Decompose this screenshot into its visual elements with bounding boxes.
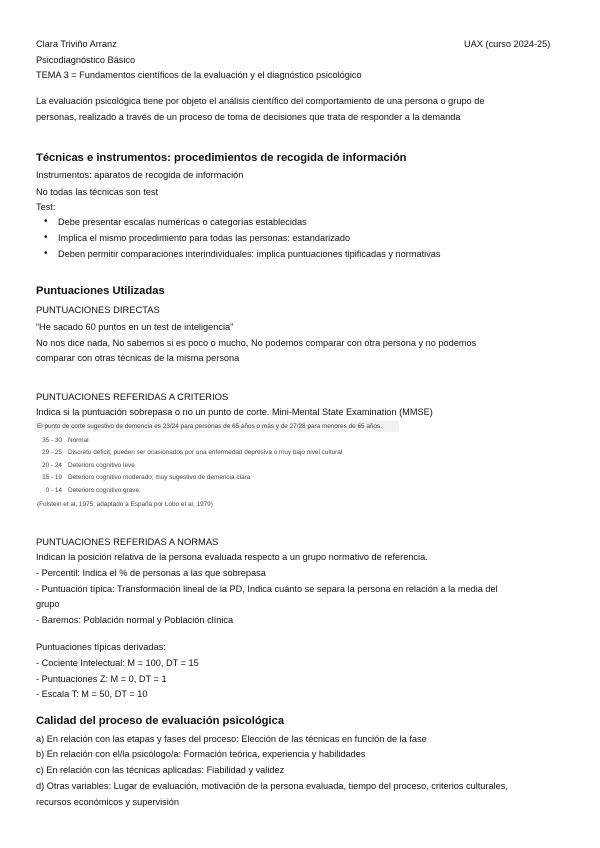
paragraph-line: grupo xyxy=(36,599,60,609)
subject-label: Psicodiagnóstico Básico xyxy=(36,55,136,65)
paragraph-line: Indican la posición relativa de la persona evaluada respecto a un grupo normativo de referencia. xyxy=(36,552,428,562)
score-range: 0 - 14 xyxy=(45,487,62,494)
score-range: 20 - 24 xyxy=(42,462,62,469)
intro-line: La evaluación psicológica tiene por objeto el análisis científico del comportamiento de una persona o grupo de xyxy=(36,96,485,106)
score-label: Deterioro cognitivo grave. xyxy=(68,487,141,494)
paragraph-line: - Puntuación típica: Transformación lineal de la PD, Indica cuánto se separa la persona en relación a la media del xyxy=(36,584,498,594)
list-item: • Debe presentar escalas numéricas o categorías establecidas xyxy=(36,214,441,230)
paragraph-line: c) En relación con las técnicas aplicadas: Fiabilidad y validez xyxy=(36,765,285,775)
derived-line: - Cociente Intelectual: M = 100, DT = 15 xyxy=(36,658,199,668)
paragraph-line: Test: xyxy=(36,202,56,212)
list-item: • Deben permitir comparaciones interindividuales: implica puntuaciones tipificadas y normativas xyxy=(36,246,441,262)
subsection-heading: PUNTUACIONES REFERIDAS A CRITERIOS xyxy=(36,391,229,402)
test-criteria-list xyxy=(36,214,441,262)
list-item: • Implica el mismo procedimiento para todas las personas: estandarizado xyxy=(36,230,441,246)
score-label: Discreto déficit; pueden ser ocasionados por una enfermedad depresiva o muy bajo nivel cultural xyxy=(68,449,343,456)
score-label: Deterioro cognitivo leve xyxy=(68,462,135,469)
section-heading: Calidad del proceso de evaluación psicológica xyxy=(36,715,285,727)
image-header-text: El punto de corte sugestivo de demencia es 23/24 para personas de 65 años o más y de 27/28 para menores de 65 años. xyxy=(37,423,382,430)
mmse-scale-image xyxy=(34,421,414,521)
paragraph-line: b) En relación con el/la psicólogo/a: Formación teórica, experiencia y habilidades xyxy=(36,749,366,759)
derived-line: - Escala T: M = 50, DT = 10 xyxy=(36,689,148,699)
paragraph-line: - Baremos: Población normal y Población clínica xyxy=(36,615,234,625)
paragraph-line: - Percentil: Indica el % de personas a las que sobrepasa xyxy=(36,568,266,578)
intro-line: personas, realizado a través de un proceso de toma de decisiones que trata de responder a la demanda xyxy=(36,112,461,122)
paragraph-line: a) En relación con las etapas y fases del proceso: Elección de las técnicas en función de la fase xyxy=(36,734,427,744)
section-heading: Puntuaciones Utilizadas xyxy=(36,285,165,297)
paragraph-line: “He sacado 60 puntos en un test de inteligencia” xyxy=(36,322,234,332)
section-heading: Técnicas e instrumentos: procedimientos de recogida de información xyxy=(36,152,407,164)
author-name: Clara Triviño Arranz xyxy=(36,39,117,49)
derived-title: Puntuaciones típicas derivadas: xyxy=(36,642,166,652)
score-range: 15 - 19 xyxy=(42,474,62,481)
subsection-heading: PUNTUACIONES DIRECTAS xyxy=(36,304,160,315)
derived-line: - Puntuaciones Z: M = 0, DT = 1 xyxy=(36,674,167,684)
score-label: Deterioro cognitivo moderado; muy sugestivo de demencia clara xyxy=(68,474,251,481)
paragraph-line: Indica si la puntuación sobrepasa o no un punto de corte. Mini-Mental State Examination (MMSE) xyxy=(36,407,433,417)
topic-title: TEMA 3 = Fundamentos científicos de la evaluación y el diagnóstico psicológico xyxy=(36,70,362,80)
score-label: Normal xyxy=(68,437,89,444)
paragraph-line: d) Otras variables: Lugar de evaluación, motivación de la persona evaluada, tiempo del proceso, criterios culturales, xyxy=(36,781,508,791)
paragraph-line: No nos dice nada, No sabemos si es poco o mucho, No podemos comparar con otra persona y no podemos xyxy=(36,338,477,348)
subsection-heading: PUNTUACIONES REFERIDAS A NORMAS xyxy=(36,536,219,547)
paragraph-line: recursos económicos y supervisión xyxy=(36,797,179,807)
image-source: (Folstein et al, 1975; adaptado a España por Lobo et al, 1979) xyxy=(37,501,213,508)
paragraph-line: No todas las técnicas son test xyxy=(36,187,159,197)
paragraph-line: comparar con otras técnicas de la misma persona xyxy=(36,353,240,363)
score-range: 29 - 25 xyxy=(42,449,62,456)
course-label: UAX (curso 2024-25) xyxy=(464,39,551,49)
paragraph-line: Instrumentos: aparatos de recogida de información xyxy=(36,170,244,180)
score-range: 35 - 30 xyxy=(42,437,62,444)
